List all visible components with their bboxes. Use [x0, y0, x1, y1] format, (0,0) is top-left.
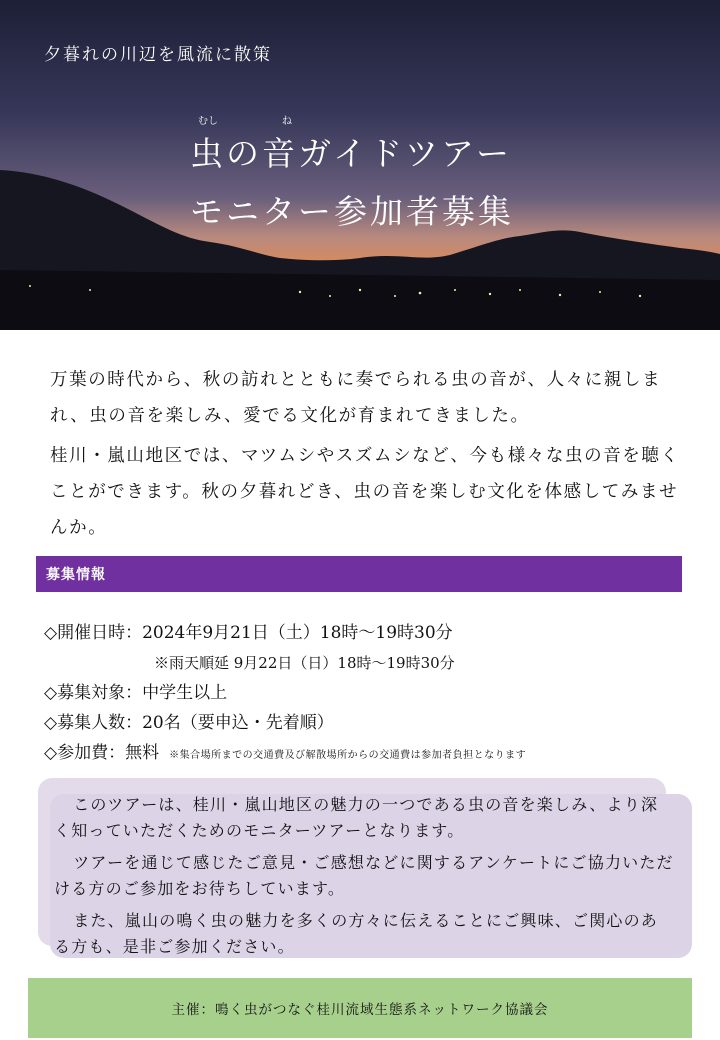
info-datetime: ◇開催日時：2024年9月21日（土）18時～19時30分: [44, 623, 453, 643]
hero-title-line1: 虫の音ガイドツアー: [190, 134, 513, 173]
hero-tagline: 夕暮れの川辺を風流に散策: [44, 45, 272, 65]
intro-paragraph: 万葉の時代から、秋の訪れとともに奏でられる虫の音が、人々に親しまれ、虫の音を楽しみ、愛でる文化が育まれてきました。: [50, 370, 662, 426]
ruby-mushi: むし: [198, 116, 218, 127]
notice-paragraph: このツアーは、桂川・嵐山地区の魅力の一つである虫の音を楽しみ、より深く知っていただくためのモニターツアーとなります。: [54, 795, 659, 840]
ruby-ne: ね: [282, 116, 292, 127]
recruitment-info: [44, 618, 704, 768]
info-rain-date: ※雨天順延 9月22日（日）18時～19時30分: [154, 654, 455, 672]
info-capacity: ◇募集人数：20名（要申込・先着順）: [44, 713, 334, 733]
hero-title-line2: モニター参加者募集: [190, 192, 514, 231]
intro-text: [50, 362, 690, 550]
info-fee: ◇参加費：無料: [44, 743, 160, 763]
hero-banner: [0, 0, 720, 330]
notice-paragraph: また、嵐山の鳴く虫の魅力を多くの方々に伝えることにご興味、ご関心のある方も、是非ご参加ください。: [54, 911, 658, 956]
section-heading: 募集情報: [46, 567, 106, 583]
info-fee-row: [44, 738, 704, 768]
section-header-bar: [36, 556, 682, 592]
organizer-text: 主催：鳴く虫がつなぐ桂川流域生態系ネットワーク協議会: [171, 1002, 549, 1018]
intro-paragraph: 桂川・嵐山地区では、マツムシやスズムシなど、今も様々な虫の音を聴くことができます。秋の夕暮れどき、虫の音を楽しむ文化を体感してみませんか。: [50, 446, 680, 538]
info-target: ◇募集対象：中学生以上: [44, 683, 228, 703]
organizer-footer: [28, 978, 692, 1038]
notice-paragraph: ツアーを通じて感じたご意見・ご感想などに関するアンケートにご協力いただける方のご参加をお待ちしています。: [54, 853, 674, 898]
notice-box: [38, 778, 694, 960]
info-fee-note: ※集合場所までの交通費及び解散場所からの交通費は参加者負担となります: [169, 750, 527, 761]
notice-text: [54, 792, 674, 966]
